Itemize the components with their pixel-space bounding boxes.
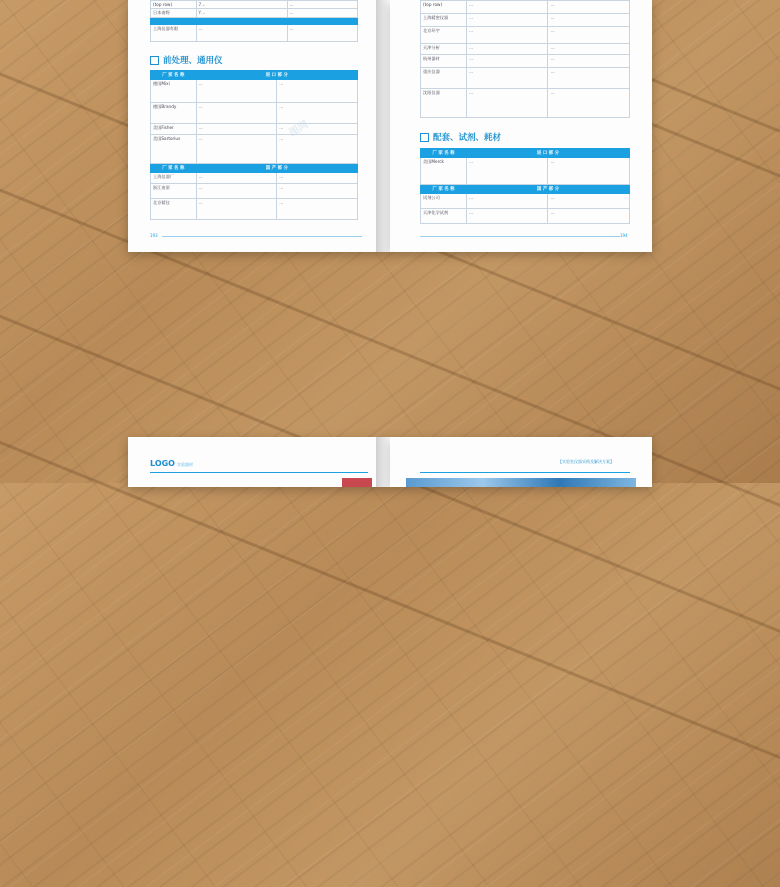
section-heading-pretreatment [150,54,223,66]
table-cell: … [277,124,358,135]
table-cell: … [277,80,358,103]
table-cell: … [466,89,548,118]
table-cell: … [196,25,287,42]
table-cell: … [548,27,630,44]
table-cell: 上海仪器有限 [151,25,197,42]
logo-subtext: 实验器材 [176,462,193,467]
table-cell: … [466,209,548,224]
table-cell: … [196,184,277,199]
table-header: 厂 家 名 称 [151,71,197,80]
watermark: 图网 [287,119,311,139]
table-cell: … [466,27,548,44]
table-cell: 美国Fisher [151,124,197,135]
section-title: 前处理、通用仪 [163,56,223,66]
table-cell: Y… [196,9,287,18]
brochure-page-bottom-right [390,437,652,487]
table-header-bar [151,18,358,25]
table-cell: 7… [196,1,287,9]
footer-line [162,236,362,237]
table-cell: … [548,194,630,209]
table-header: 厂 家 名 称 [151,164,197,173]
table-cell: … [196,173,277,184]
table-cell: … [287,9,358,18]
table-header: 进 口 部 分 [196,71,357,80]
table-cell: … [466,55,548,68]
table-cell: … [548,44,630,55]
spine-shadow [376,0,390,252]
table-cell: … [287,1,358,9]
brand-logo [150,459,193,468]
table-cell: … [287,25,358,42]
plank-seam [0,250,780,777]
table-cell: … [196,124,277,135]
table-cell: 北京精仪 [151,199,197,220]
table-cell: 美国Sartorius [151,135,197,164]
table-cell: … [548,209,630,224]
table-cell: … [196,199,277,220]
table-cell: … [277,184,358,199]
section-heading-consumables [420,131,501,143]
table-cell: … [277,173,358,184]
table-cell: 上海精密仪器 [421,14,467,27]
table-header: 进 口 部 分 [466,149,629,158]
table-cell: 北京环宇 [421,27,467,44]
table-cell: (top row) [421,1,467,14]
import-table [150,70,358,220]
page-number: 193 [150,233,158,238]
table-header: 厂 家 名 称 [421,185,467,194]
table-cell: … [548,158,630,185]
page-caption: 【实验室仪器采购及解决方案】 [558,459,614,464]
table-cell: … [466,158,548,185]
table-cell: … [466,44,548,55]
table-cell: 杭州器材 [421,55,467,68]
section-square-icon [150,56,159,65]
table-cell: … [277,199,358,220]
table-cell: … [277,135,358,164]
footer-line [420,236,620,237]
table-cell: … [548,55,630,68]
table-cell: … [548,14,630,27]
table-cell: 天津分析 [421,44,467,55]
table-cell: … [466,14,548,27]
table-cell: 德国Brandy [151,103,197,124]
logo-text: LOGO [150,459,175,468]
table-cell: … [466,68,548,89]
table-cell: (top row) [151,1,197,9]
top-table [150,0,358,42]
table-cell: … [277,103,358,124]
page-number: 194 [620,233,628,238]
section-title: 配套、试剂、耗材 [433,133,502,143]
table-header: 厂 家 名 称 [421,149,467,158]
table-cell: … [548,1,630,14]
table-cell: 天津化学试剂 [421,209,467,224]
header-rule [150,472,368,473]
table-cell: … [196,103,277,124]
table-cell: … [196,135,277,164]
table-cell: 美国Merck [421,158,467,185]
table-cell: … [548,68,630,89]
consumables-table [420,148,630,224]
top-table-right [420,0,630,118]
table-cell: 德国Mixi [151,80,197,103]
table-cell: … [466,194,548,209]
spine-shadow [376,437,390,487]
brochure-page-right [390,0,652,252]
brochure-page-left [128,0,390,252]
brochure-page-bottom-left [128,437,390,487]
header-rule [420,472,630,473]
table-cell: … [196,80,277,103]
table-header: 国 产 部 分 [196,164,357,173]
table-cell: 沈阳仪器 [421,89,467,118]
table-header: 国 产 部 分 [466,185,629,194]
table-cell: 重庆仪器 [421,68,467,89]
table-cell: 日本南野 [151,9,197,18]
table-cell: … [466,1,548,14]
table-cell: 试剂公司 [421,194,467,209]
table-cell: 上海仪器厂 [151,173,197,184]
table-cell: … [548,89,630,118]
table-cell: 浙江南原 [151,184,197,199]
section-square-icon [420,133,429,142]
